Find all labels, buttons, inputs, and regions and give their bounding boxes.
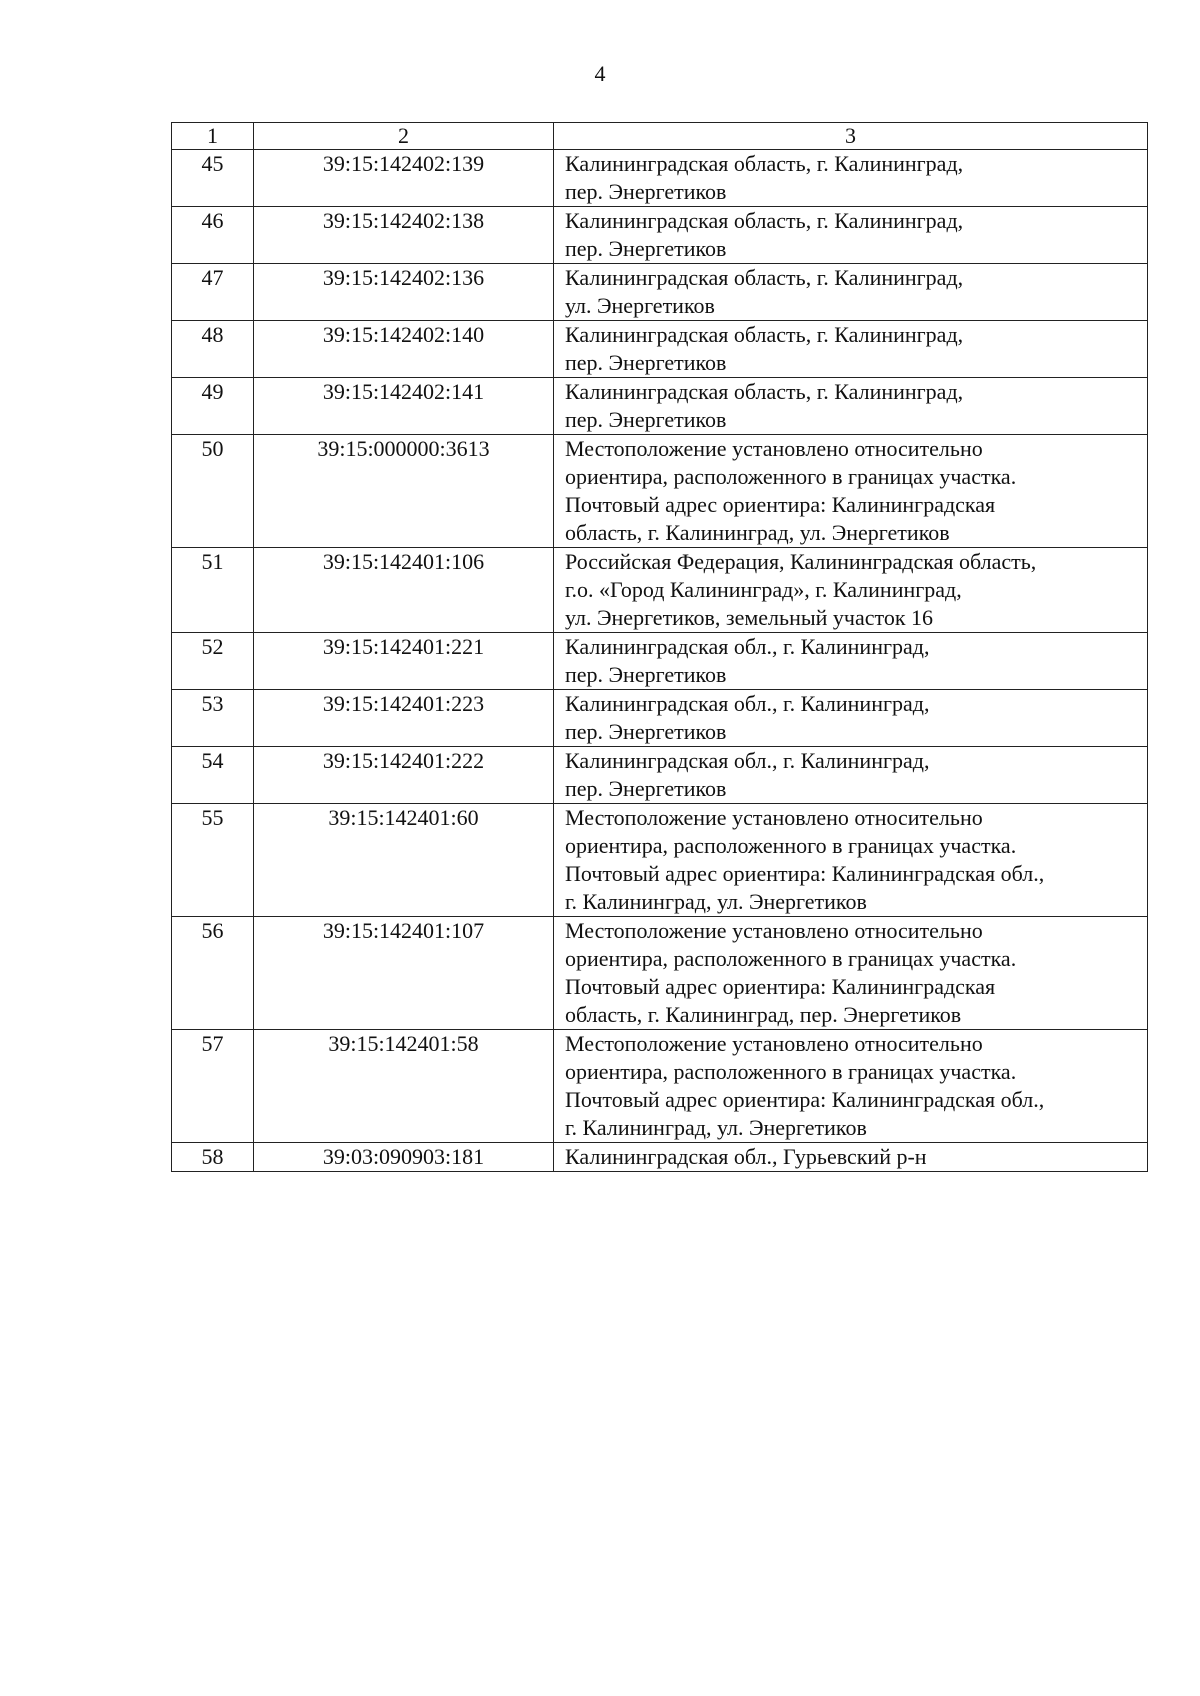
column-header-number: 1 bbox=[172, 123, 254, 150]
address-line: Почтовый адрес ориентира: Калининградская обл., bbox=[565, 1087, 1045, 1112]
table-row bbox=[172, 1030, 1148, 1143]
table-row bbox=[172, 917, 1148, 1030]
address-line: г. Калининград, ул. Энергетиков bbox=[565, 1115, 867, 1140]
address-line: ул. Энергетиков, земельный участок 16 bbox=[565, 605, 934, 630]
cadastral-number-cell: 39:15:142402:136 bbox=[254, 264, 554, 321]
address-line: пер. Энергетиков bbox=[565, 776, 727, 801]
table-row bbox=[172, 435, 1148, 548]
address-line: пер. Энергетиков bbox=[565, 407, 727, 432]
cadastral-number-cell: 39:15:142402:140 bbox=[254, 321, 554, 378]
address-line: пер. Энергетиков bbox=[565, 236, 727, 261]
table-row bbox=[172, 690, 1148, 747]
cadastral-number-cell: 39:15:142401:60 bbox=[254, 804, 554, 917]
row-number-cell: 57 bbox=[172, 1030, 254, 1143]
address-line: Местоположение установлено относительно bbox=[565, 436, 983, 461]
address-line: Местоположение установлено относительно bbox=[565, 805, 983, 830]
address-line: Калининградская область, г. Калининград, bbox=[565, 379, 964, 404]
address-line: Почтовый адрес ориентира: Калининградская bbox=[565, 492, 996, 517]
address-line: область, г. Калининград, ул. Энергетиков bbox=[565, 520, 950, 545]
cadastral-number-cell: 39:15:142402:138 bbox=[254, 207, 554, 264]
column-header-cadastral: 2 bbox=[254, 123, 554, 150]
address-line: Почтовый адрес ориентира: Калининградская bbox=[565, 974, 996, 999]
address-cell bbox=[554, 633, 1148, 690]
table-row bbox=[172, 747, 1148, 804]
cadastral-number-cell: 39:15:142401:222 bbox=[254, 747, 554, 804]
cadastral-number-cell: 39:15:142402:139 bbox=[254, 150, 554, 207]
table-row bbox=[172, 804, 1148, 917]
address-line: г. Калининград, ул. Энергетиков bbox=[565, 889, 867, 914]
table-row bbox=[172, 264, 1148, 321]
address-line: область, г. Калининград, пер. Энергетиков bbox=[565, 1002, 962, 1027]
address-line: Калининградская обл., г. Калининград, bbox=[565, 691, 930, 716]
cadastral-number-cell: 39:03:090903:181 bbox=[254, 1143, 554, 1172]
table-row bbox=[172, 633, 1148, 690]
land-plots-table bbox=[171, 122, 1148, 1172]
row-number-cell: 49 bbox=[172, 378, 254, 435]
row-number-cell: 52 bbox=[172, 633, 254, 690]
address-line: Калининградская область, г. Калининград, bbox=[565, 208, 964, 233]
address-line: Российская Федерация, Калининградская область, bbox=[565, 549, 1037, 574]
table-row bbox=[172, 378, 1148, 435]
address-cell bbox=[554, 264, 1148, 321]
row-number-cell: 47 bbox=[172, 264, 254, 321]
address-line: Калининградская область, г. Калининград, bbox=[565, 265, 964, 290]
address-cell bbox=[554, 321, 1148, 378]
address-cell bbox=[554, 378, 1148, 435]
address-line: ориентира, расположенного в границах участка. bbox=[565, 1059, 1017, 1084]
cadastral-number-cell: 39:15:142402:141 bbox=[254, 378, 554, 435]
cadastral-number-cell: 39:15:142401:221 bbox=[254, 633, 554, 690]
cadastral-number-cell: 39:15:000000:3613 bbox=[254, 435, 554, 548]
row-number-cell: 54 bbox=[172, 747, 254, 804]
table-header-row bbox=[172, 123, 1148, 150]
address-line: Калининградская обл., Гурьевский р-н bbox=[565, 1144, 927, 1169]
address-line: Местоположение установлено относительно bbox=[565, 918, 983, 943]
cadastral-number-cell: 39:15:142401:58 bbox=[254, 1030, 554, 1143]
address-line: Калининградская область, г. Калининград, bbox=[565, 151, 964, 176]
table-row bbox=[172, 207, 1148, 264]
row-number-cell: 48 bbox=[172, 321, 254, 378]
address-cell bbox=[554, 1143, 1148, 1172]
address-line: г.о. «Город Калининград», г. Калининград, bbox=[565, 577, 962, 602]
row-number-cell: 58 bbox=[172, 1143, 254, 1172]
address-line: пер. Энергетиков bbox=[565, 662, 727, 687]
cadastral-number-cell: 39:15:142401:223 bbox=[254, 690, 554, 747]
page-number: 4 bbox=[594, 61, 606, 86]
address-cell bbox=[554, 690, 1148, 747]
table-row bbox=[172, 548, 1148, 633]
address-line: пер. Энергетиков bbox=[565, 179, 727, 204]
address-line: ориентира, расположенного в границах участка. bbox=[565, 464, 1017, 489]
table-body bbox=[172, 123, 1148, 1172]
address-cell bbox=[554, 804, 1148, 917]
table-row bbox=[172, 321, 1148, 378]
row-number-cell: 45 bbox=[172, 150, 254, 207]
address-line: ориентира, расположенного в границах участка. bbox=[565, 946, 1017, 971]
address-line: Калининградская обл., г. Калининград, bbox=[565, 634, 930, 659]
address-line: пер. Энергетиков bbox=[565, 350, 727, 375]
address-line: Местоположение установлено относительно bbox=[565, 1031, 983, 1056]
cadastral-number-cell: 39:15:142401:106 bbox=[254, 548, 554, 633]
table-row bbox=[172, 150, 1148, 207]
address-line: Калининградская область, г. Калининград, bbox=[565, 322, 964, 347]
row-number-cell: 46 bbox=[172, 207, 254, 264]
address-cell bbox=[554, 207, 1148, 264]
row-number-cell: 51 bbox=[172, 548, 254, 633]
address-cell bbox=[554, 548, 1148, 633]
cadastral-number-cell: 39:15:142401:107 bbox=[254, 917, 554, 1030]
address-cell bbox=[554, 1030, 1148, 1143]
address-cell bbox=[554, 435, 1148, 548]
column-header-address: 3 bbox=[554, 123, 1148, 150]
address-line: ориентира, расположенного в границах участка. bbox=[565, 833, 1017, 858]
row-number-cell: 50 bbox=[172, 435, 254, 548]
address-line: Почтовый адрес ориентира: Калининградская обл., bbox=[565, 861, 1045, 886]
address-line: пер. Энергетиков bbox=[565, 719, 727, 744]
address-cell bbox=[554, 150, 1148, 207]
address-cell bbox=[554, 917, 1148, 1030]
address-cell bbox=[554, 747, 1148, 804]
row-number-cell: 53 bbox=[172, 690, 254, 747]
table-row bbox=[172, 1143, 1148, 1172]
row-number-cell: 55 bbox=[172, 804, 254, 917]
address-line: Калининградская обл., г. Калининград, bbox=[565, 748, 930, 773]
address-line: ул. Энергетиков bbox=[565, 293, 715, 318]
row-number-cell: 56 bbox=[172, 917, 254, 1030]
